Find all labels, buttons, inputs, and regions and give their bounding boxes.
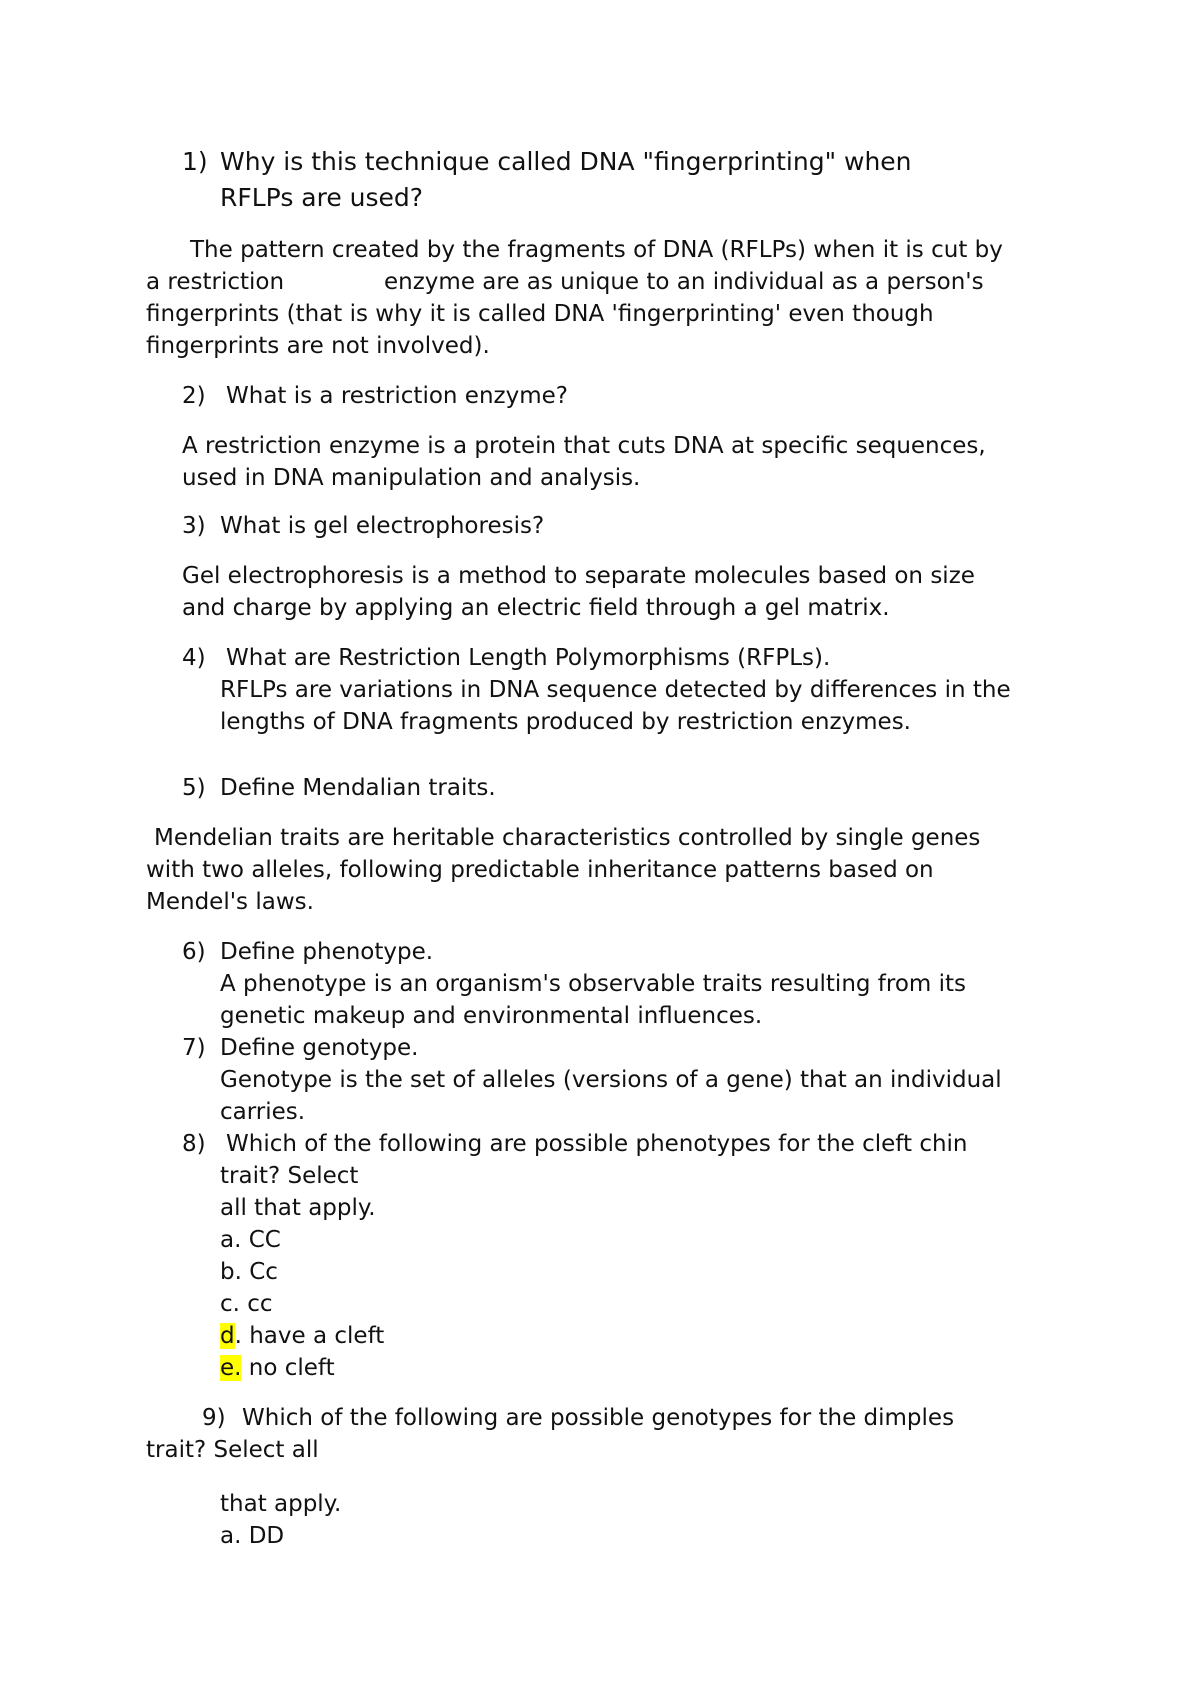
q8-number: 8) (182, 1131, 206, 1157)
q7-number: 7) (182, 1035, 206, 1061)
q8-question-line3: all that apply. (220, 1195, 376, 1221)
q8-option-e-highlight: e. (220, 1355, 242, 1381)
q2-answer-line2: used in DNA manipulation and analysis. (182, 465, 641, 491)
q8-option-e-text: no cleft (241, 1355, 335, 1381)
q1-answer-line2b: enzyme are as unique to an individual as a person's (384, 269, 984, 295)
q8-option-d-text: . have a cleft (234, 1323, 385, 1349)
q3-question: What is gel electrophoresis? (220, 513, 545, 539)
q1-answer-line2a: a restriction (146, 269, 285, 295)
q8-option-a: a. CC (220, 1227, 281, 1253)
q5-answer-line3: Mendel's laws. (146, 889, 314, 915)
q3-number: 3) (182, 513, 206, 539)
q5-number: 5) (182, 775, 206, 801)
q5-question: Define Mendalian traits. (220, 775, 496, 801)
q4-question: What are Restriction Length Polymorphisms (RFPLs). (226, 645, 831, 671)
q5-answer-line2: with two alleles, following predictable inheritance patterns based on (146, 857, 934, 883)
q1-answer-line1: The pattern created by the fragments of DNA (RFLPs) when it is cut by (190, 237, 1003, 263)
q1-question-line2: RFLPs are used? (220, 183, 424, 212)
q7-answer-line2: carries. (220, 1099, 306, 1125)
q9-question-line2: trait? Select all (146, 1437, 319, 1463)
q8-option-d-highlight: d (220, 1323, 235, 1349)
q6-answer-line1: A phenotype is an organism's observable traits resulting from its (220, 971, 967, 997)
q4-answer-line2: lengths of DNA fragments produced by restriction enzymes. (220, 709, 911, 735)
q8-question-line2: trait? Select (220, 1163, 359, 1189)
q1-answer-line4: fingerprints are not involved). (146, 333, 490, 359)
q5-answer-line1: Mendelian traits are heritable characteristics controlled by single genes (154, 825, 981, 851)
q1-question-line1: Why is this technique called DNA "fingerprinting" when (220, 147, 912, 176)
q4-number: 4) (182, 645, 206, 671)
q6-question: Define phenotype. (220, 939, 434, 965)
q2-answer-line1: A restriction enzyme is a protein that cuts DNA at specific sequences, (182, 433, 986, 459)
q9-question-line3: that apply. (220, 1491, 342, 1517)
q7-question: Define genotype. (220, 1035, 419, 1061)
q6-answer-line2: genetic makeup and environmental influences. (220, 1003, 763, 1029)
q1-answer-line3: fingerprints (that is why it is called DNA 'fingerprinting' even though (146, 301, 934, 327)
q2-number: 2) (182, 383, 206, 409)
q3-answer-line1: Gel electrophoresis is a method to separate molecules based on size (182, 563, 975, 589)
q8-question-line1: Which of the following are possible phenotypes for the cleft chin (226, 1131, 968, 1157)
q7-answer-line1: Genotype is the set of alleles (versions of a gene) that an individual (220, 1067, 1002, 1093)
q9-option-a: a. DD (220, 1523, 285, 1549)
q9-number: 9) (202, 1405, 226, 1431)
q2-question: What is a restriction enzyme? (226, 383, 568, 409)
q8-option-b: b. Cc (220, 1259, 278, 1285)
q6-number: 6) (182, 939, 206, 965)
q3-answer-line2: and charge by applying an electric field through a gel matrix. (182, 595, 890, 621)
q8-option-c: c. cc (220, 1291, 273, 1317)
q9-question-line1: Which of the following are possible genotypes for the dimples (242, 1405, 955, 1431)
q4-answer-line1: RFLPs are variations in DNA sequence detected by differences in the (220, 677, 1011, 703)
q8-option-e (220, 1352, 335, 1384)
q1-number: 1) (182, 147, 208, 176)
q8-option-d (220, 1320, 384, 1352)
